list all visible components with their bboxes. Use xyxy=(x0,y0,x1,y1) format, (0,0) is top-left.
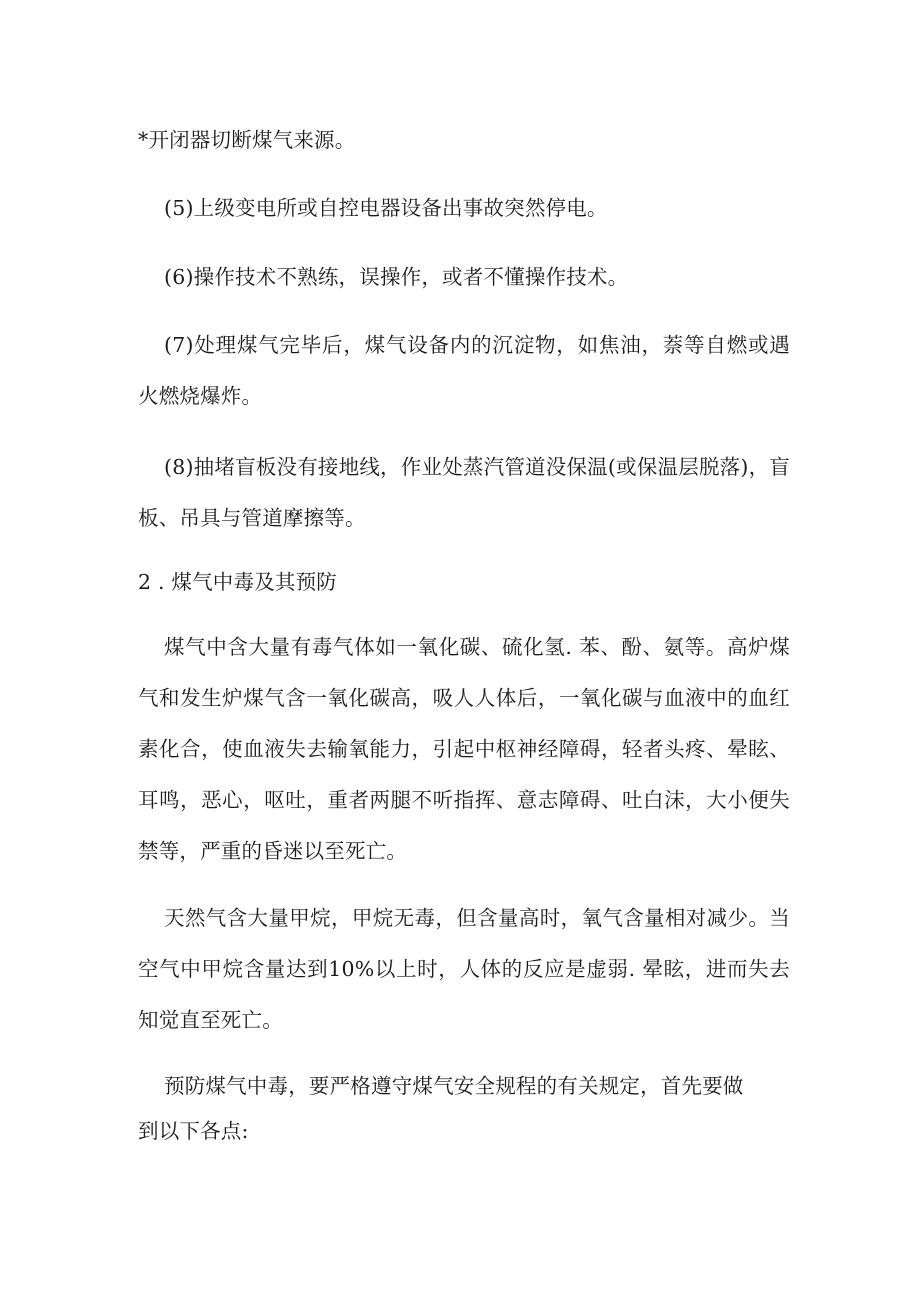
section-heading-gas-poisoning: 2 . 煤气中毒及其预防 xyxy=(138,570,337,594)
paragraph-gas-toxicity: 煤气中含大量有毒气体如一氧化碳、硫化氢. 苯、酚、氨等。高炉煤气和发生炉煤气含一氧化碳高，吸人人体后，一氧化碳与血液中的血红素化合，使血液失去输氧能力，引起中枢神经障碍，轻者头疼、晕眩、耳鸣，恶心，呕吐，重者两腿不听指挥、意志障碍、吐白沫，大小便失禁等，严重的昏迷以至死亡。 xyxy=(138,635,790,863)
paragraph-prevention-line2: 到以下各点: xyxy=(138,1119,249,1143)
list-item-8: (8)抽堵盲板没有接地线，作业处蒸汽管道没保温(或保温层脱落)，盲板、吊具与管道摩擦等。 xyxy=(138,455,790,530)
list-item-5: (5)上级变电所或自控电器设备出事故突然停电。 xyxy=(164,196,608,220)
paragraph-natural-gas: 天然气含大量甲烷，甲烷无毒，但含量高时，氧气含量相对减少。当空气中甲烷含量达到10%以上时，人体的反应是虚弱. 晕眩，进而失去知觉直至死亡。 xyxy=(138,906,790,1032)
paragraph-prevention-line1: 预防煤气中毒，要严格遵守煤气安全规程的有关规定，首先要做 xyxy=(164,1074,744,1098)
text-line-gas-source: *开闭器切断煤气来源。 xyxy=(138,128,356,152)
list-item-6: (6)操作技术不熟练，误操作，或者不懂操作技术。 xyxy=(164,265,629,289)
list-item-7: (7)处理煤气完毕后，煤气设备内的沉淀物，如焦油，萘等自燃或遇火燃烧爆炸。 xyxy=(138,333,790,408)
